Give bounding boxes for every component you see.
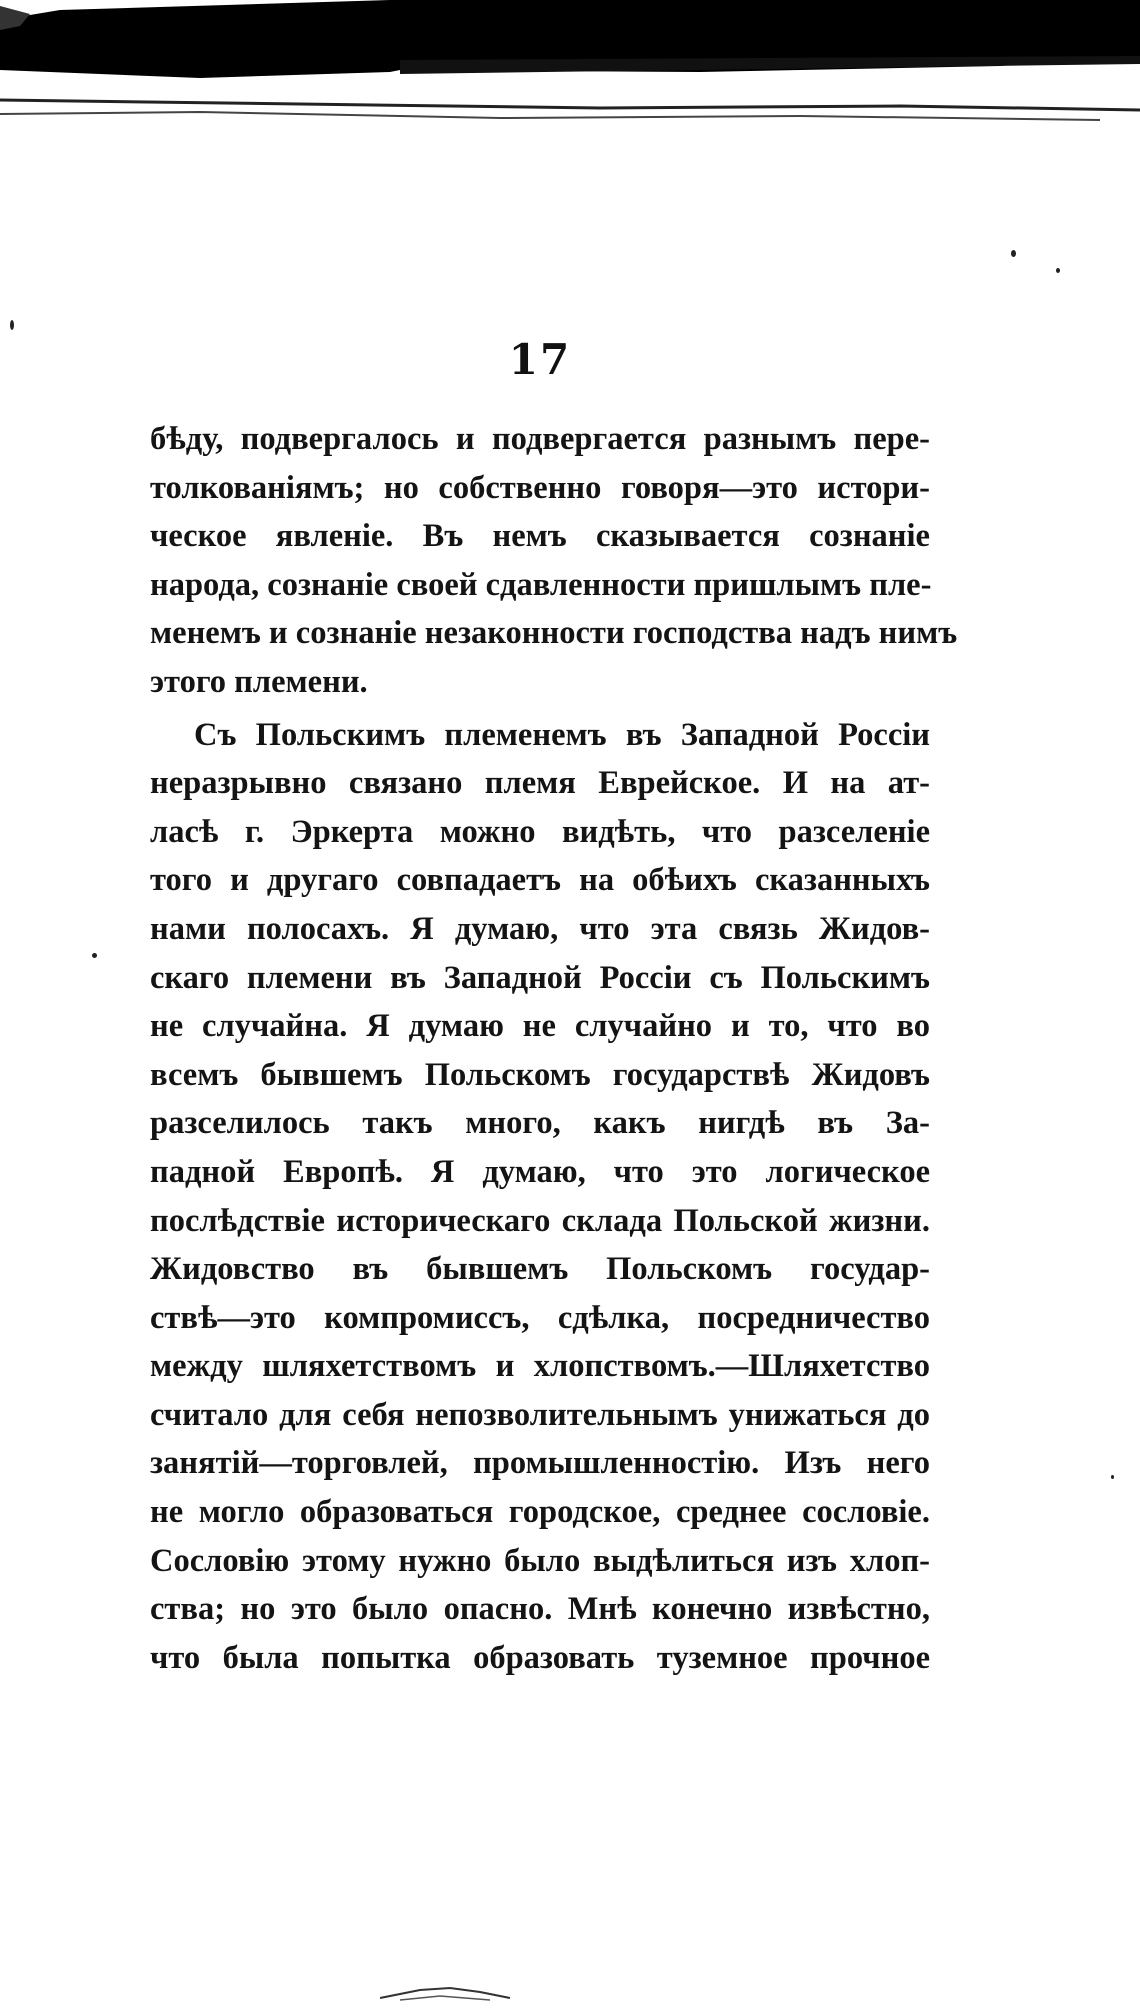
paragraph-2 bbox=[150, 711, 930, 1683]
scan-speck bbox=[92, 953, 97, 958]
scan-smudge bbox=[380, 1978, 520, 2002]
scan-speck bbox=[1111, 1475, 1114, 1479]
text-line: ческое явленіе. Въ немъ сказывается сознаніе bbox=[150, 518, 930, 555]
scan-edge-artifact bbox=[0, 0, 1140, 130]
text-line: менемъ и сознаніе незаконности господства надъ нимъ bbox=[150, 615, 958, 652]
text-line: между шляхетствомъ и хлопствомъ.—Шляхетство bbox=[150, 1348, 930, 1385]
text-line: толкованіямъ; но собственно говоря—это истори- bbox=[150, 469, 930, 506]
paragraph-1 bbox=[150, 415, 958, 707]
body-text bbox=[150, 415, 958, 1682]
text-line: ства; но это было опасно. Мнѣ конечно извѣстно, bbox=[150, 1591, 930, 1628]
text-line: ствѣ—это компромиссъ, сдѣлка, посредничество bbox=[150, 1299, 930, 1336]
text-line: не случайна. Я думаю не случайно и то, что во bbox=[150, 1008, 930, 1045]
text-line: не могло образоваться городское, среднее сословіе. bbox=[150, 1494, 930, 1531]
text-line: этого племени. bbox=[150, 663, 368, 700]
text-line: всемъ бывшемъ Польскомъ государствѣ Жидовъ bbox=[150, 1056, 930, 1093]
text-line: считало для себя непозволительнымъ унижаться до bbox=[150, 1396, 930, 1433]
text-line: Съ Польскимъ племенемъ въ Западной Россіи bbox=[194, 716, 930, 753]
text-line: занятій—торговлей, промышленностію. Изъ него bbox=[150, 1445, 930, 1482]
text-line: Сословію этому нужно было выдѣлиться изъ хлоп- bbox=[150, 1542, 930, 1579]
text-line: нами полосахъ. Я думаю, что эта связь Жидов- bbox=[150, 910, 930, 947]
page-number: 17 bbox=[508, 335, 572, 384]
scan-speck bbox=[1056, 268, 1060, 273]
scan-speck bbox=[1011, 250, 1016, 257]
text-line: Жидовство въ бывшемъ Польскомъ государ- bbox=[150, 1251, 930, 1288]
text-line: того и другаго совпадаетъ на обѣихъ сказанныхъ bbox=[150, 862, 930, 899]
text-line: падной Европѣ. Я думаю, что это логическое bbox=[150, 1153, 930, 1190]
text-line: неразрывно связано племя Еврейское. И на ат- bbox=[150, 765, 930, 802]
text-line: разселилось такъ много, какъ нигдѣ въ За- bbox=[150, 1105, 930, 1142]
text-line: бѣду, подвергалось и подвергается разнымъ пере- bbox=[150, 421, 930, 457]
text-line: что была попытка образовать туземное прочное bbox=[150, 1639, 930, 1676]
text-line: послѣдствіе историческаго склада Польской жизни. bbox=[150, 1202, 930, 1239]
text-line: ласѣ г. Эркерта можно видѣть, что разселеніе bbox=[150, 813, 930, 850]
text-line: скаго племени въ Западной Россіи съ Польскимъ bbox=[150, 959, 930, 996]
text-line: народа, сознаніе своей сдавленности пришлымъ пле- bbox=[150, 566, 932, 603]
scan-speck bbox=[10, 320, 14, 330]
